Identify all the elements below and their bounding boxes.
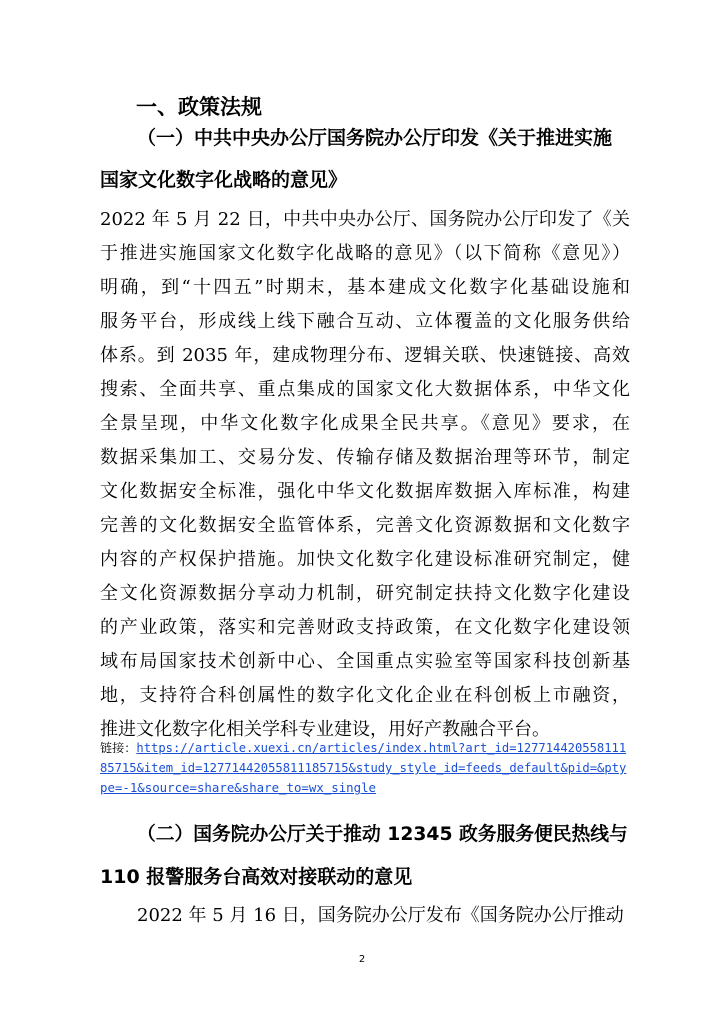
policy-1-body-line: 文化数据安全标准，强化中华文化数据库数据入库标准，构建 <box>100 481 630 502</box>
policy-1-heading-line: 国家文化数字化战略的意见》 <box>100 169 348 191</box>
policy-2-body-line: 2022 年 5 月 16 日，国务院办公厅发布《国务院办公厅推动 <box>137 905 624 926</box>
policy-1-body-line: 体系。到 2035 年，建成物理分布、逻辑关联、快速链接、高效 <box>100 345 630 366</box>
policy-1-body-line: 内容的产权保护措施。加快文化数字化建设标准研究制定，健 <box>100 549 630 570</box>
link-line <box>100 738 630 758</box>
policy-1-heading-line: （一）中共中央办公厅国务院办公厅印发《关于推进实施 <box>137 127 613 149</box>
policy-1-body-line: 地，支持符合科创属性的数字化文化企业在科创板上市融资， <box>100 685 630 706</box>
policy-1-body-line: 全文化资源数据分享动力机制，研究制定扶持文化数字化建设 <box>100 583 630 604</box>
policy-2-heading-line: 110 报警服务台高效对接联动的意见 <box>100 866 413 888</box>
link-line <box>100 778 630 798</box>
policy-2-heading-line: （二）国务院办公厅关于推动 12345 政务服务便民热线与 <box>137 824 628 845</box>
page-number: 2 <box>358 954 366 965</box>
policy-1-body-line: 于推进实施国家文化数字化战略的意见》（以下简称《意见》） <box>100 243 630 264</box>
policy-2-heading <box>100 814 630 898</box>
link-label: 链接： <box>100 741 137 755</box>
article-link[interactable]: pe=-1&source=share&share_to=wx_single <box>100 780 377 795</box>
article-link[interactable]: https://article.xuexi.cn/articles/index.html?art_id=127714420558111 <box>136 741 627 755</box>
link-line <box>100 758 630 778</box>
policy-1-body-line: 搜索、全面共享、重点集成的国家文化大数据体系，中华文化 <box>100 379 630 400</box>
policy-1-body <box>100 203 630 747</box>
policy-1-body-line: 服务平台，形成线上线下融合互动、立体覆盖的文化服务供给 <box>100 311 630 332</box>
policy-1-link <box>100 738 630 798</box>
article-link[interactable]: 85715&item_id=12771442055811185715&study_style_id=feeds_default&pid=&pty <box>100 761 627 775</box>
policy-1-body-line: 推进文化数字化相关学科专业建设，用好产教融合平台。 <box>100 719 550 740</box>
section-heading: 一、政策法规 <box>136 95 262 119</box>
policy-1-heading <box>100 117 630 201</box>
policy-1-body-line: 2022 年 5 月 22 日，中共中央办公厅、国务院办公厅印发了《关 <box>100 209 630 230</box>
policy-1-body-line: 数据采集加工、交易分发、传输存储及数据治理等环节，制定 <box>100 447 630 468</box>
policy-1-body-line: 完善的文化数据安全监管体系，完善文化资源数据和文化数字 <box>100 515 630 536</box>
policy-1-body-line: 明确，到“十四五”时期末，基本建成文化数字化基础设施和 <box>100 277 630 298</box>
policy-1-body-line: 全景呈现，中华文化数字化成果全民共享。《意见》要求，在 <box>100 413 630 434</box>
policy-1-body-line: 域布局国家技术创新中心、全国重点实验室等国家科技创新基 <box>100 651 630 672</box>
policy-1-body-line: 的产业政策，落实和完善财政支持政策，在文化数字化建设领 <box>100 617 630 638</box>
policy-2-body <box>100 899 630 933</box>
